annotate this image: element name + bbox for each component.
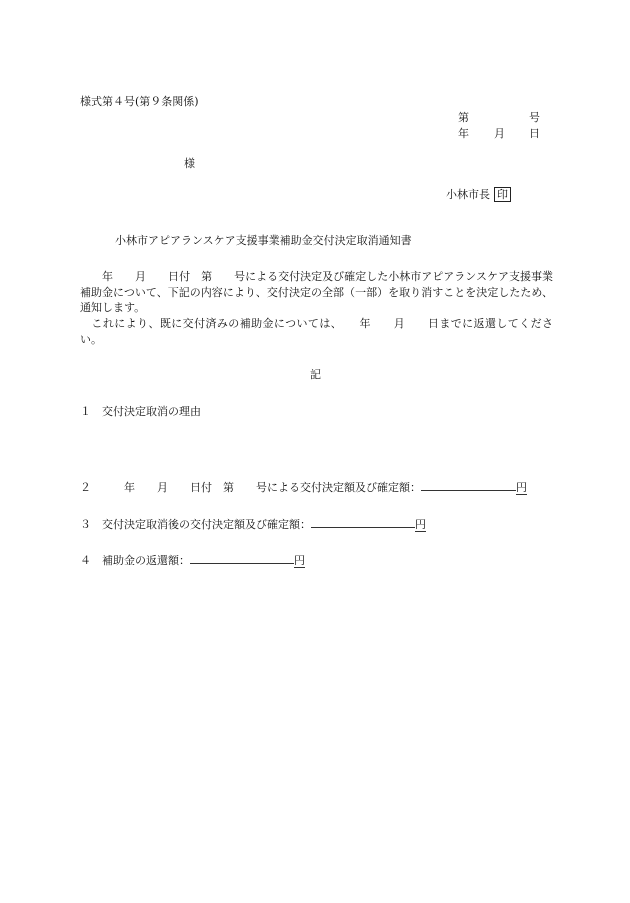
date-year: 年 bbox=[458, 127, 469, 140]
item-number: １ bbox=[80, 405, 91, 418]
item-1 bbox=[80, 406, 201, 417]
item-4 bbox=[80, 552, 305, 566]
yen-unit: 円 bbox=[415, 518, 426, 531]
date-month: 月 bbox=[494, 127, 505, 140]
ki-heading: 記 bbox=[310, 368, 321, 381]
body-paragraph-2: これにより、既に交付済みの補助金については、 年 月 日までに返還してください。 bbox=[80, 317, 553, 346]
addressee-honorific: 様 bbox=[184, 157, 195, 170]
form-number-label: 様式第４号(第９条関係) bbox=[80, 95, 199, 108]
amount-blank-line bbox=[311, 516, 415, 528]
item-label: 年 月 日付 第 号による交付決定額及び確定額： bbox=[102, 481, 421, 494]
yen-unit: 円 bbox=[516, 481, 527, 494]
document-number-suffix: 号 bbox=[529, 111, 540, 124]
document-title: 小林市アピアランスケア支援事業補助金交付決定取消通知書 bbox=[115, 234, 412, 247]
item-2 bbox=[80, 479, 527, 493]
date-day: 日 bbox=[529, 127, 540, 140]
seal-mark: 印 bbox=[494, 187, 511, 202]
item-label: 交付決定取消後の交付決定額及び確定額： bbox=[102, 518, 311, 531]
item-label: 交付決定取消の理由 bbox=[102, 405, 201, 418]
issuer-name: 小林市長 bbox=[446, 188, 490, 201]
item-number: ３ bbox=[80, 518, 91, 531]
yen-unit: 円 bbox=[294, 554, 305, 567]
item-number: ４ bbox=[80, 554, 91, 567]
issuer-line bbox=[446, 187, 511, 202]
body-paragraph-1: 年 月 日付 第 号による交付決定及び確定した小林市アピアランスケア支援事業補助金について、下記の内容により、交付決定の全部（一部）を取り消すことを決定したため、通知します。 bbox=[80, 270, 553, 314]
amount-blank-line bbox=[421, 479, 516, 491]
item-number: ２ bbox=[80, 481, 91, 494]
item-3 bbox=[80, 516, 426, 530]
amount-blank-line bbox=[190, 552, 294, 564]
document-number-prefix: 第 bbox=[458, 111, 469, 124]
item-label: 補助金の返還額： bbox=[102, 554, 190, 567]
